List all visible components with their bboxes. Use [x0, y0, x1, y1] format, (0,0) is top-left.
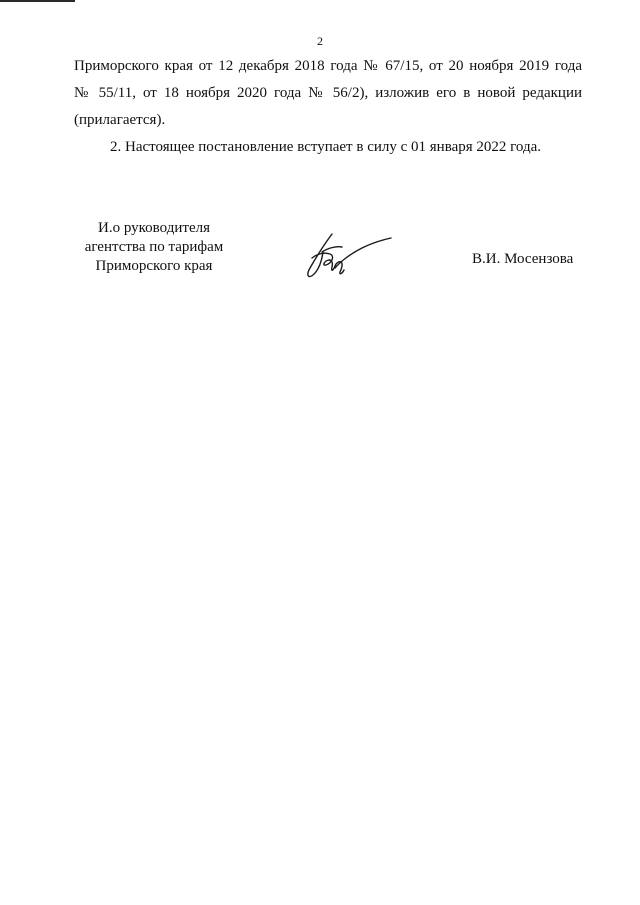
document-body: [74, 53, 582, 161]
page-number: 2: [317, 34, 323, 48]
signer-name: В.И. Мосензова: [472, 251, 574, 267]
text-line: Приморского края от 12 декабря 2018 года № 67/15, от 20 ноября 2019 года: [74, 58, 582, 74]
signer-title-line: агентства по тарифам: [84, 239, 224, 255]
paragraph-continued: [74, 53, 582, 134]
text-line: № 55/11, от 18 ноября 2020 года № 56/2), изложив его в новой редакции: [74, 85, 582, 101]
paragraph-effective-date: 2. Настоящее постановление вступает в силу с 01 января 2022 года.: [110, 139, 542, 155]
handwritten-signature: [302, 232, 394, 282]
scan-edge-mark: [0, 0, 75, 2]
signer-title: [74, 219, 234, 276]
text-line: (прилагается).: [74, 112, 166, 128]
signer-title-line: И.о руководителя: [98, 220, 210, 236]
signer-title-line: Приморского края: [95, 258, 213, 274]
